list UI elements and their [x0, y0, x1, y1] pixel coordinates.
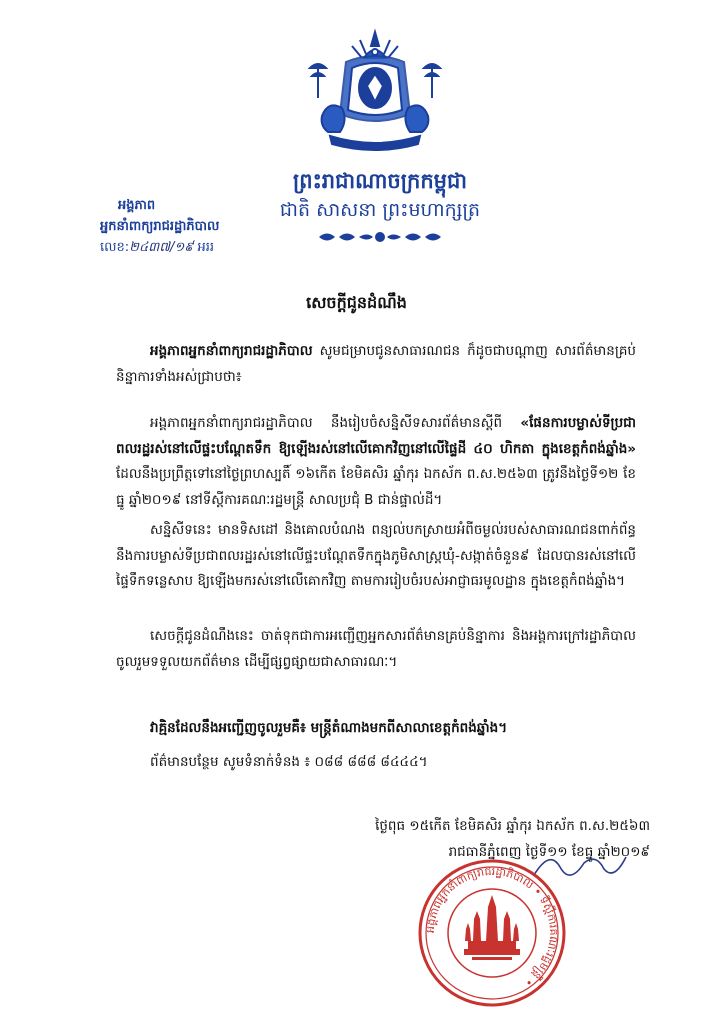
paragraph-speakers [116, 716, 636, 742]
agency-name-line2: អ្នកនាំពាក្យរាជរដ្ឋាភិបាល [100, 219, 220, 234]
lunar-date: ថ្ងៃពុធ ១៥កើត ខែមិគសិរ ឆ្នាំកុរ ឯកស័ក ព.ស.២៥៦៣ [375, 818, 650, 834]
document-title: សេចក្តីជូនដំណឹង [306, 293, 407, 312]
announcement-topic: «ផែនការបម្លាស់ទីប្រជាពលរដ្ឋរស់នៅលើផ្ទះបណ្តែតទឹក ឱ្យឡើងរស់នៅលើគោកវិញនៅលើផ្ទៃដី ៤០ ហិកតា ក្នុងខេត្តកំពង់ឆ្នាំង» [116, 415, 636, 457]
intro-agency-name: អង្គភាពអ្នកនាំពាក្យរាជរដ្ឋាភិបាល [150, 343, 313, 359]
reference-suffix: អររ [197, 240, 215, 255]
kingdom-motto: ជាតិ សាសនា ព្រះមហាក្សត្រ [279, 199, 481, 221]
reference-number [100, 237, 270, 258]
stamp-ring-textpath: អង្គភាពអ្នកនាំពាក្យរាជរដ្ឋាភិបាល • ទីស្តីការគណៈរដ្ឋមន្ត្រី • [423, 864, 561, 990]
reference-value: ២៤៣៧/១៩ [129, 240, 194, 255]
paragraph-contact [116, 750, 636, 776]
contact-text: ព័ត៌មានបន្ថែម សូមទំនាក់ទំនង ៖ ០៨៨ ៨៨៨ ៨៤៤៤។ [150, 754, 428, 770]
header-ornament-icon [315, 228, 445, 246]
angkor-temple-icon [464, 895, 520, 960]
kingdom-header [260, 166, 500, 246]
invitation-text: សេចក្តីជូនដំណឹងនេះ ចាត់ទុកជាការអញ្ជើញអ្នកសារព័ត៌មានគ្រប់និន្នាការ និងអង្គការក្រៅរដ្ឋាភិបាល ចូលរួមទទួលយកព័ត៌មាន ដើម្បីផ្សព្វផ្សាយជាសាធារណៈ។ [116, 628, 636, 670]
announcement-text-b: ដែលនឹងប្រព្រឹត្តទៅនៅថ្ងៃព្រហស្បតិ៍ ១៦កើត ខែមិគសិរ ឆ្នាំកុរ ឯកស័ក ព.ស.២៥៦៣ ត្រូវនឹងថ្ងៃទី១២ ខែធ្នូ ឆ្នាំ២០១៩ នៅទីស្តីការគណៈរដ្ឋមន្ត្រី សាលប្រជុំ B ជាន់ផ្ទាល់ដី។ [116, 466, 636, 508]
solar-date: រាជធានីភ្នំពេញ ថ្ងៃទី១១ ខែធ្នូ ឆ្នាំ២០១៩ [448, 844, 650, 860]
announcement-text-a: អង្គភាពអ្នកនាំពាក្យរាជរដ្ឋាភិបាល នឹងរៀបចំសន្និសីទសារព័ត៌មានស្តីពី [150, 415, 521, 431]
purpose-text: សន្និសីទនេះ មានទិសដៅ និងគោលបំណង ពន្យល់បកស្រាយអំពីចម្ងល់របស់សាធារណជនពាក់ព័ន្ធនឹងការបម្លាស់ទីប្រជាពលរដ្ឋរស់នៅលើផ្ទះបណ្តែតទឹកក្នុងភូមិសាស្ត្រឃុំ-សង្កាត់ចំនួន៩ ដែលបានរស់នៅលើផ្ទៃទឹកទន្លេសាប ឱ្យឡើងមករស់នៅលើគោកវិញ តាមការរៀបចំរបស់អាជ្ញាធរមូលដ្ឋាន ក្នុងខេត្តកំពង់ឆ្នាំង។ [116, 522, 636, 589]
speakers-text: វាគ្មិនដែលនឹងអញ្ជើញចូលរួមគឺ៖ មន្ត្រីតំណាងមកពីសាលាខេត្តកំពង់ឆ្នាំង។ [150, 720, 508, 736]
issuing-agency [100, 195, 270, 258]
reference-label: លេខ: [100, 240, 130, 255]
paragraph-invitation [116, 624, 636, 675]
paragraph-purpose [116, 518, 636, 595]
agency-name-line1: អង្គភាព [118, 198, 156, 213]
royal-coat-of-arms-icon [300, 28, 450, 156]
intro-text: សូមជម្រាបជូនសាធារណជន ក៏ដូចជាបណ្តាញ សារព័ត៌មានគ្រប់និន្នាការទាំងអស់ជ្រាបថា៖ [116, 343, 636, 385]
kingdom-title: ព្រះរាជាណាចក្រកម្ពុជា [292, 169, 467, 193]
official-seal-stamp [416, 857, 568, 1009]
paragraph-intro [116, 339, 636, 390]
paragraph-announcement [116, 411, 636, 513]
